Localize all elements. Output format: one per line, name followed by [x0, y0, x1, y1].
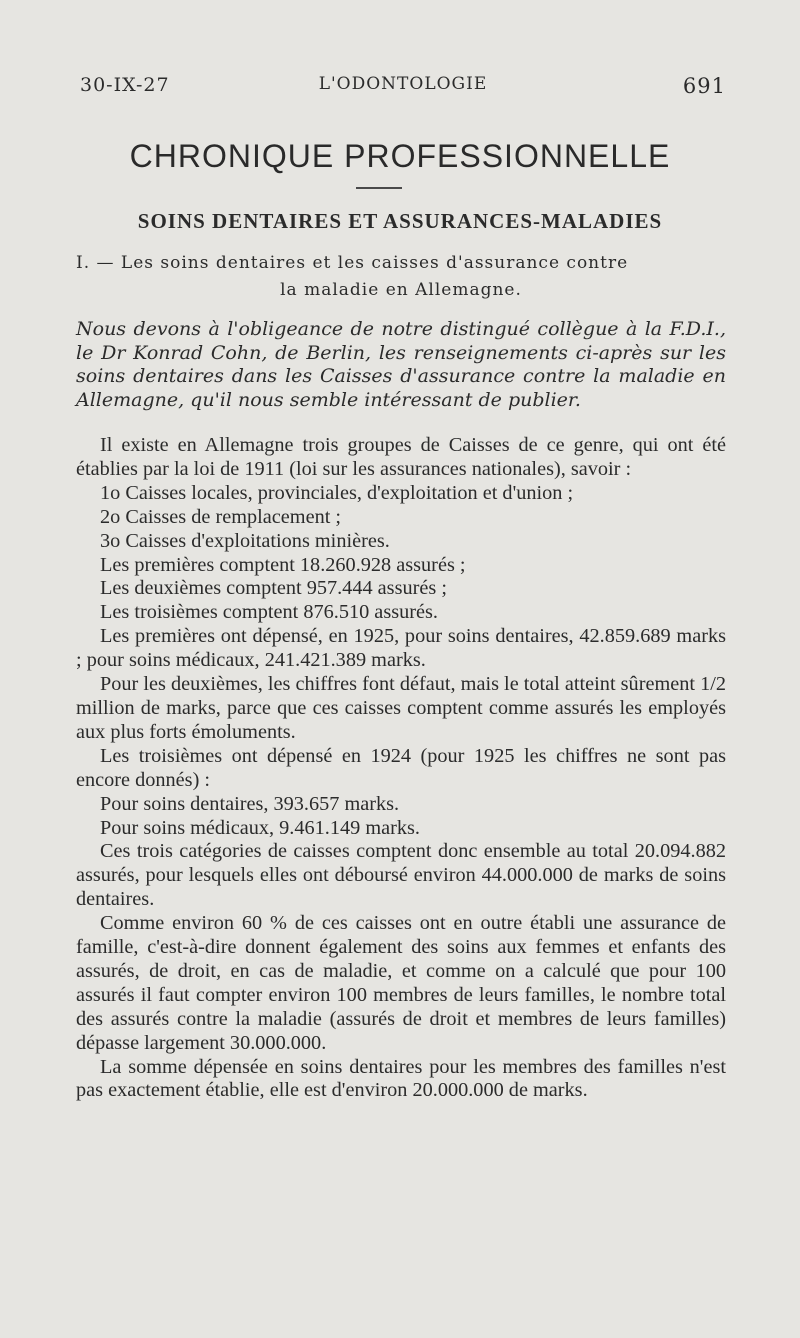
paragraph: Les deuxièmes comptent 957.444 assurés ; [100, 577, 447, 600]
section-heading [76, 250, 726, 304]
title-divider [356, 187, 402, 189]
article-subtitle: SOINS DENTAIRES ET ASSURANCES-MALADIES [137, 209, 663, 233]
paragraph: Il existe en Allemagne trois groupes de Caisses de ce genre, qui ont été établies par la loi de 1911 (loi sur les assurances nationales), savoir : [76, 434, 726, 480]
page-number: 691 [682, 74, 726, 98]
paragraph: La somme dépensée en soins dentaires pour les membres des familles n'est pas exactement établie, elle est d'environ 20.000.000 de marks. [76, 1055, 726, 1102]
section-heading-line-2: la maladie en Allemagne. [280, 280, 522, 300]
section-heading-line-1: I. — Les soins dentaires et les caisses d'assurance contre [76, 253, 629, 273]
list-item: 2o Caisses de remplacement ; [100, 505, 342, 528]
paragraph: Les troisièmes ont dépensé en 1924 (pour 1925 les chiffres ne sont pas encore donnés) : [76, 744, 726, 791]
article-body [76, 434, 726, 1103]
page-title: CHRONIQUE PROFESSIONNELLE [129, 138, 671, 174]
journal-name: L'ODONTOLOGIE [318, 74, 488, 94]
paragraph: Les premières comptent 18.260.928 assurés ; [100, 553, 466, 576]
issue-date: 30-IX-27 [80, 74, 170, 96]
paragraph: Pour les deuxièmes, les chiffres font défaut, mais le total atteint sûrement 1/2 million de marks, parce que ces caisses comptent comme assurés les employés aux plus forts émoluments. [76, 673, 726, 743]
paragraph: Pour soins médicaux, 9.461.149 marks. [100, 816, 420, 839]
list-item: 1o Caisses locales, provinciales, d'exploitation et d'union ; [100, 481, 574, 504]
paragraph: Pour soins dentaires, 393.657 marks. [100, 792, 400, 815]
paragraph: Ces trois catégories de caisses comptent donc ensemble au total 20.094.882 assurés, pour lesquels elles ont déboursé environ 44.000.000 de marks de soins dentaires. [76, 840, 726, 911]
running-header [80, 74, 726, 104]
paragraph: Les troisièmes comptent 876.510 assurés. [100, 601, 438, 624]
paragraph: Comme environ 60 % de ces caisses ont en outre établi une assurance de famille, c'est-à-dire donnent également des soins aux femmes et enfants des assurés, de droit, en cas de maladie, et comme on a calculé que pour 100 assurés il faut compter environ 100 membres de leurs familles, le nombre total des assurés contre la maladie (assurés de droit et membres de leurs familles) dépasse largement 30.000.000. [76, 912, 726, 1054]
editorial-intro: Nous devons à l'obligeance de notre distingué collègue à la F.D.I., le Dr Konrad Cohn, de Berlin, les renseignements ci-après sur les soins dentaires dans les Caisses d'assurance contre la maladie en Allemagne, qu'il nous semble intéressant de publier. [76, 318, 726, 411]
list-item: 3o Caisses d'exploitations minières. [100, 529, 390, 552]
paragraph: Les premières ont dépensé, en 1925, pour soins dentaires, 42.859.689 marks ; pour soins médicaux, 241.421.389 marks. [76, 625, 726, 672]
